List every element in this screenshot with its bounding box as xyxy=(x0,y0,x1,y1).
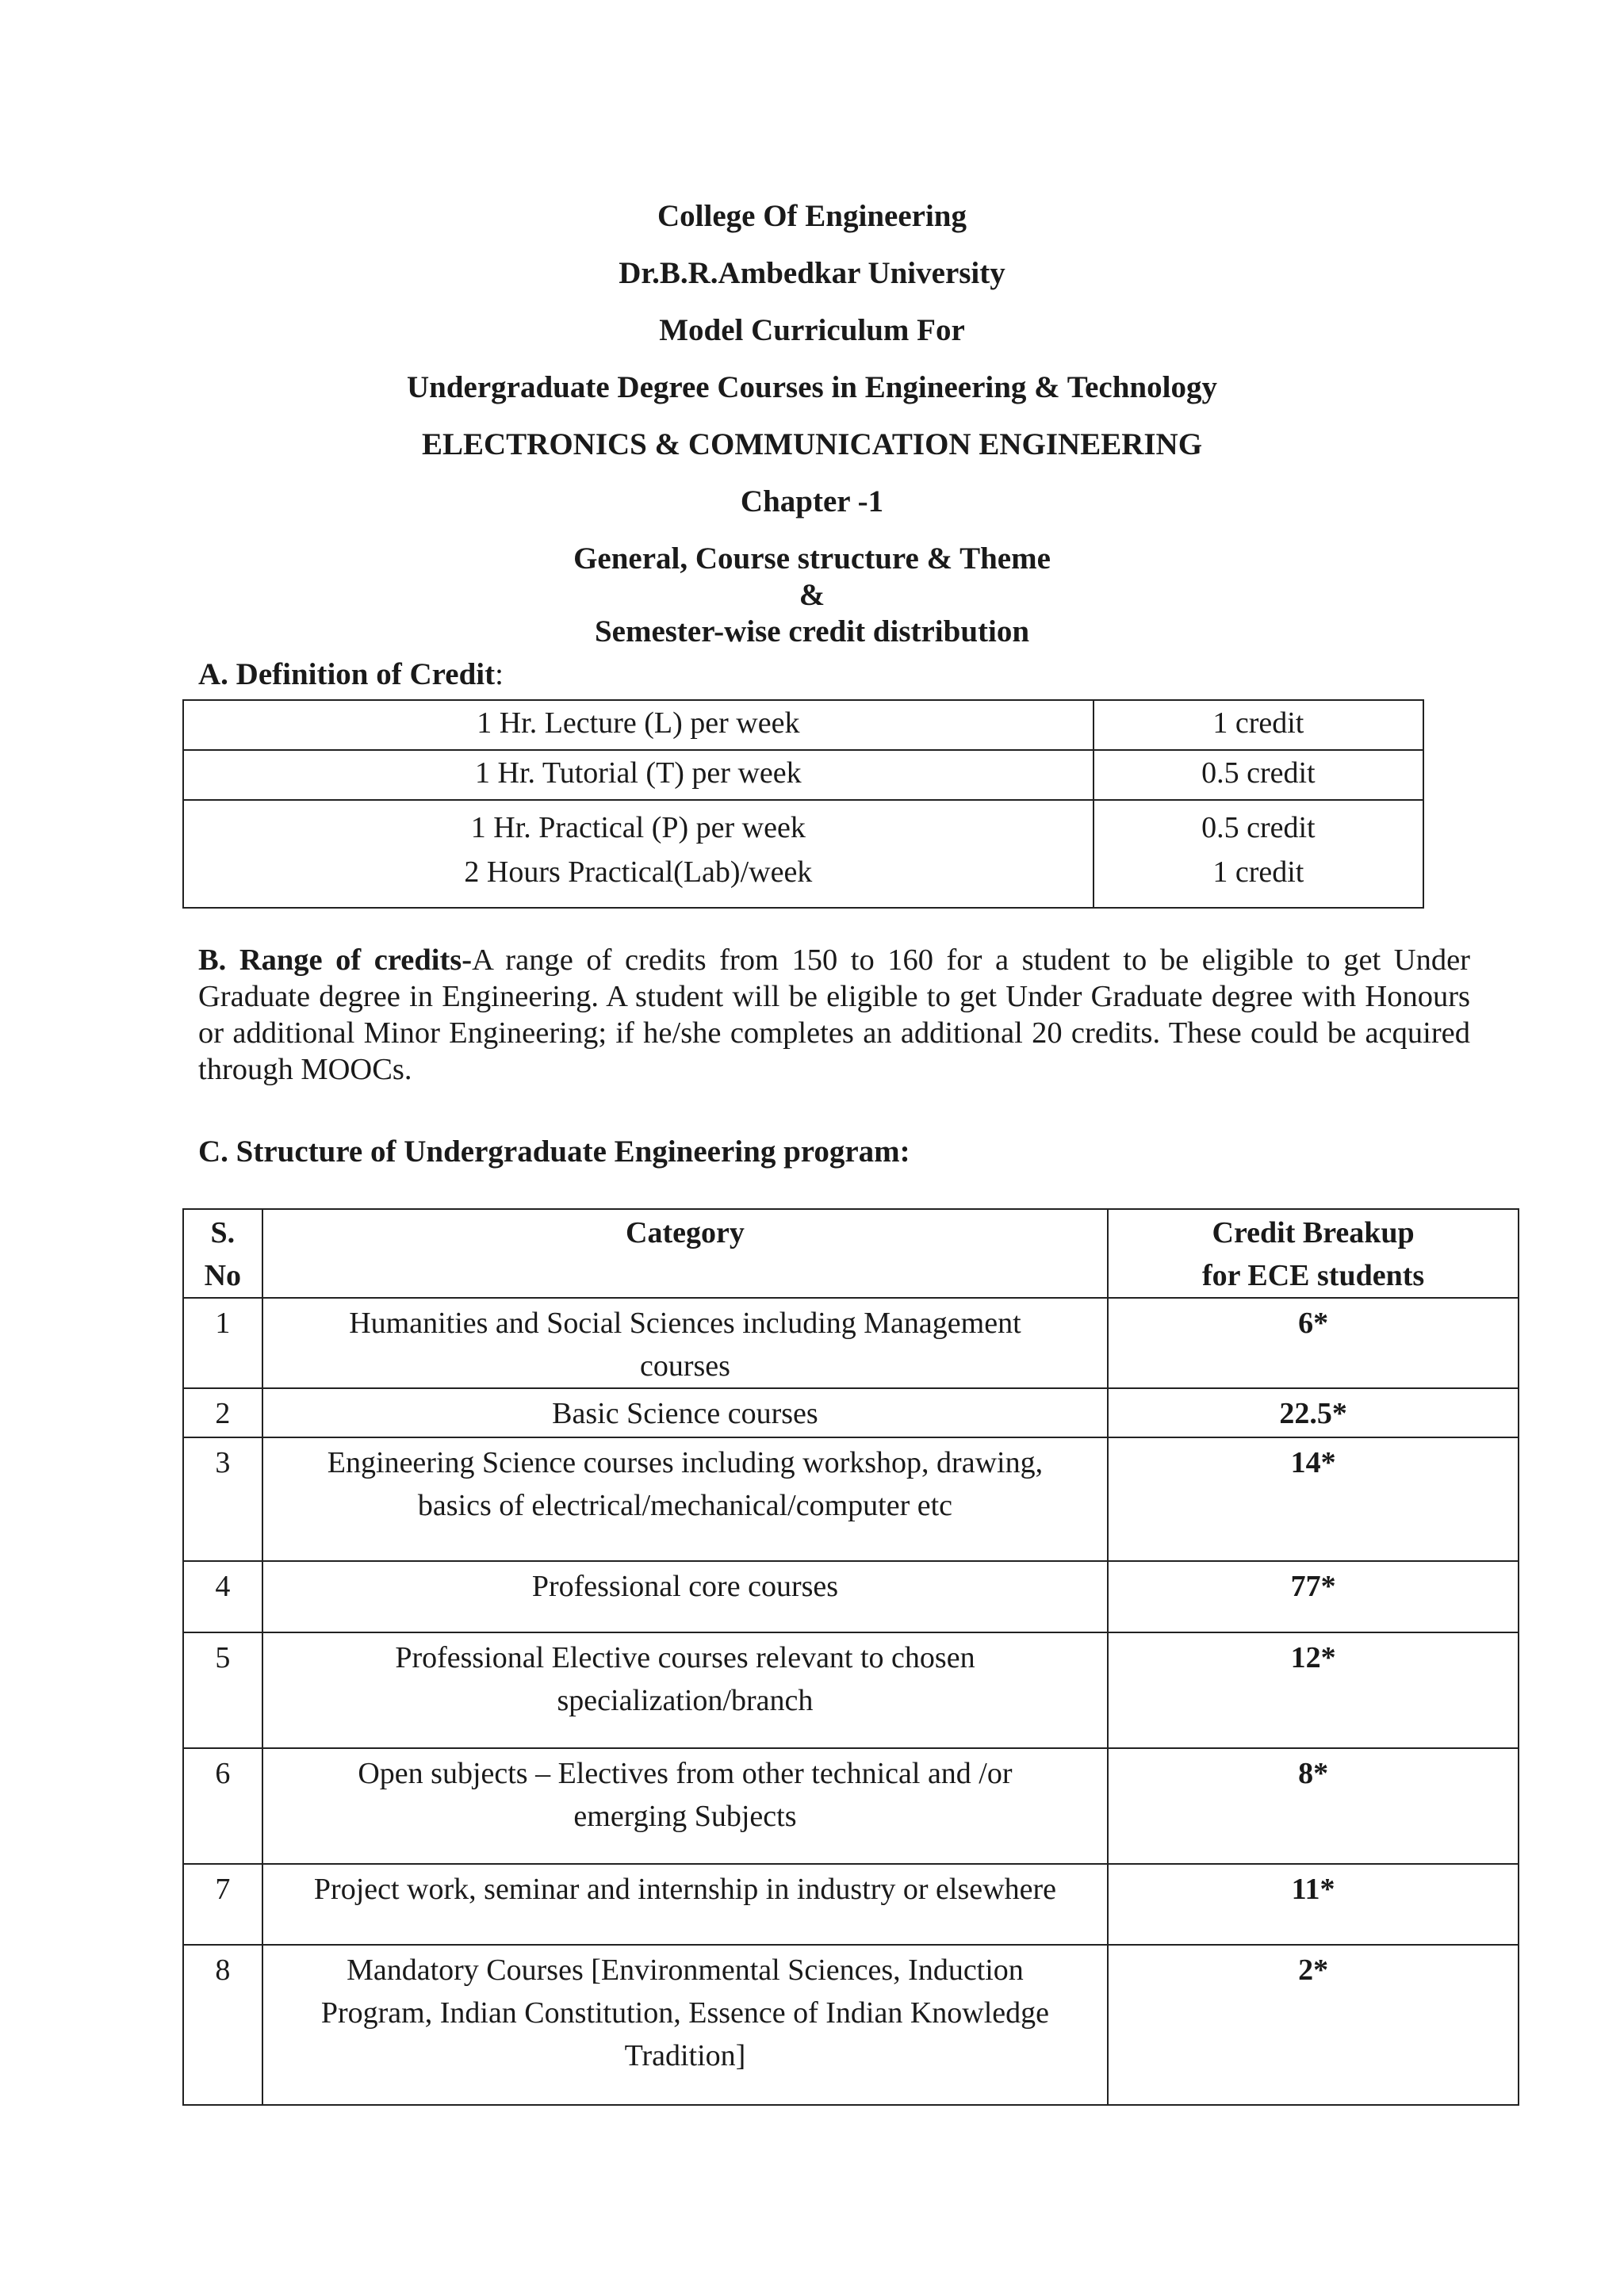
category-cell: Professional Elective courses relevant to chosen specialization/branch xyxy=(262,1632,1109,1748)
table-row xyxy=(183,800,1423,908)
sno-cell: 6 xyxy=(183,1748,262,1864)
credit-item-cell xyxy=(183,800,1094,908)
title-block xyxy=(0,201,1624,648)
sno-cell: 7 xyxy=(183,1864,262,1945)
table-row xyxy=(183,1561,1519,1632)
category-cell: Open subjects – Electives from other technical and /or emerging Subjects xyxy=(262,1748,1109,1864)
credit-definition-table xyxy=(182,699,1424,909)
curriculum-title: Model Curriculum For xyxy=(659,313,965,347)
credit-cell: 2* xyxy=(1108,1945,1519,2105)
subtitle-line-1: General, Course structure & Theme xyxy=(573,541,1051,576)
category-cell: Project work, seminar and internship in industry or elsewhere xyxy=(262,1864,1109,1945)
subtitle-line-2: Semester-wise credit distribution xyxy=(594,614,1030,649)
credit-cell: 12* xyxy=(1108,1632,1519,1748)
credit-header: Credit Breakup for ECE students xyxy=(1108,1209,1519,1298)
sno-cell: 1 xyxy=(183,1298,262,1388)
table-row xyxy=(183,1632,1519,1748)
university-name: Dr.B.R.Ambedkar University xyxy=(619,256,1005,290)
chapter-title: Chapter -1 xyxy=(740,484,884,519)
section-b-label: B. Range of credits- xyxy=(198,943,473,977)
category-cell: Humanities and Social Sciences including Management courses xyxy=(262,1298,1109,1388)
category-cell: Basic Science courses xyxy=(262,1388,1109,1437)
sno-cell: 8 xyxy=(183,1945,262,2105)
sno-cell: 4 xyxy=(183,1561,262,1632)
branch-title: ELECTRONICS & COMMUNICATION ENGINEERING xyxy=(421,427,1203,461)
credit-value-cell xyxy=(1094,800,1423,908)
section-c-label: C. Structure of Undergraduate Engineering program: xyxy=(198,1135,910,1169)
table-row xyxy=(183,1748,1519,1864)
sno-cell: 3 xyxy=(183,1437,262,1561)
credit-item-cell: 1 Hr. Lecture (L) per week xyxy=(183,700,1094,750)
credit-value-line: 1 credit xyxy=(1212,855,1304,889)
table-row xyxy=(183,1437,1519,1561)
credit-item-line: 1 Hr. Practical (P) per week xyxy=(470,811,806,844)
table-row xyxy=(183,1388,1519,1437)
college-name: College Of Engineering xyxy=(657,199,967,233)
credit-cell: 11* xyxy=(1108,1864,1519,1945)
table-row xyxy=(183,750,1423,800)
sno-cell: 2 xyxy=(183,1388,262,1437)
credit-cell: 77* xyxy=(1108,1561,1519,1632)
category-cell: Professional core courses xyxy=(262,1561,1109,1632)
credit-value-line: 0.5 credit xyxy=(1201,811,1316,844)
credit-cell: 22.5* xyxy=(1108,1388,1519,1437)
section-b-text: A range of credits from 150 to 160 for a student to be eligible to get Under Graduate degree in Engineering. A student will be eligible to get Under Graduate degree with Honours or additional Minor Engineering; if he/she completes an additional 20 credits. These could be acquired through MOOCs. xyxy=(198,943,1470,1086)
category-header: Category xyxy=(262,1209,1109,1298)
sno-cell: 5 xyxy=(183,1632,262,1748)
section-b-paragraph xyxy=(198,942,1470,1088)
credit-value-cell: 0.5 credit xyxy=(1094,750,1423,800)
credit-cell: 8* xyxy=(1108,1748,1519,1864)
sno-header: S. No xyxy=(183,1209,262,1298)
category-cell: Engineering Science courses including workshop, drawing, basics of electrical/mechanical/computer etc xyxy=(262,1437,1109,1561)
table-row xyxy=(183,1298,1519,1388)
table-header-row xyxy=(183,1209,1519,1298)
table-row xyxy=(183,700,1423,750)
table-row xyxy=(183,1864,1519,1945)
table-row xyxy=(183,1945,1519,2105)
credit-cell: 6* xyxy=(1108,1298,1519,1388)
credit-value-cell: 1 credit xyxy=(1094,700,1423,750)
subtitle-ampersand: & xyxy=(799,578,825,612)
program-structure-table xyxy=(182,1208,1519,2106)
credit-item-cell: 1 Hr. Tutorial (T) per week xyxy=(183,750,1094,800)
credit-cell: 14* xyxy=(1108,1437,1519,1561)
credit-item-line: 2 Hours Practical(Lab)/week xyxy=(464,855,813,889)
section-a-label: A. Definition of Credit: xyxy=(198,657,504,691)
degree-title: Undergraduate Degree Courses in Engineering & Technology xyxy=(407,370,1217,404)
category-cell: Mandatory Courses [Environmental Sciences, Induction Program, Indian Constitution, Essence of Indian Knowledge Tradition] xyxy=(262,1945,1109,2105)
